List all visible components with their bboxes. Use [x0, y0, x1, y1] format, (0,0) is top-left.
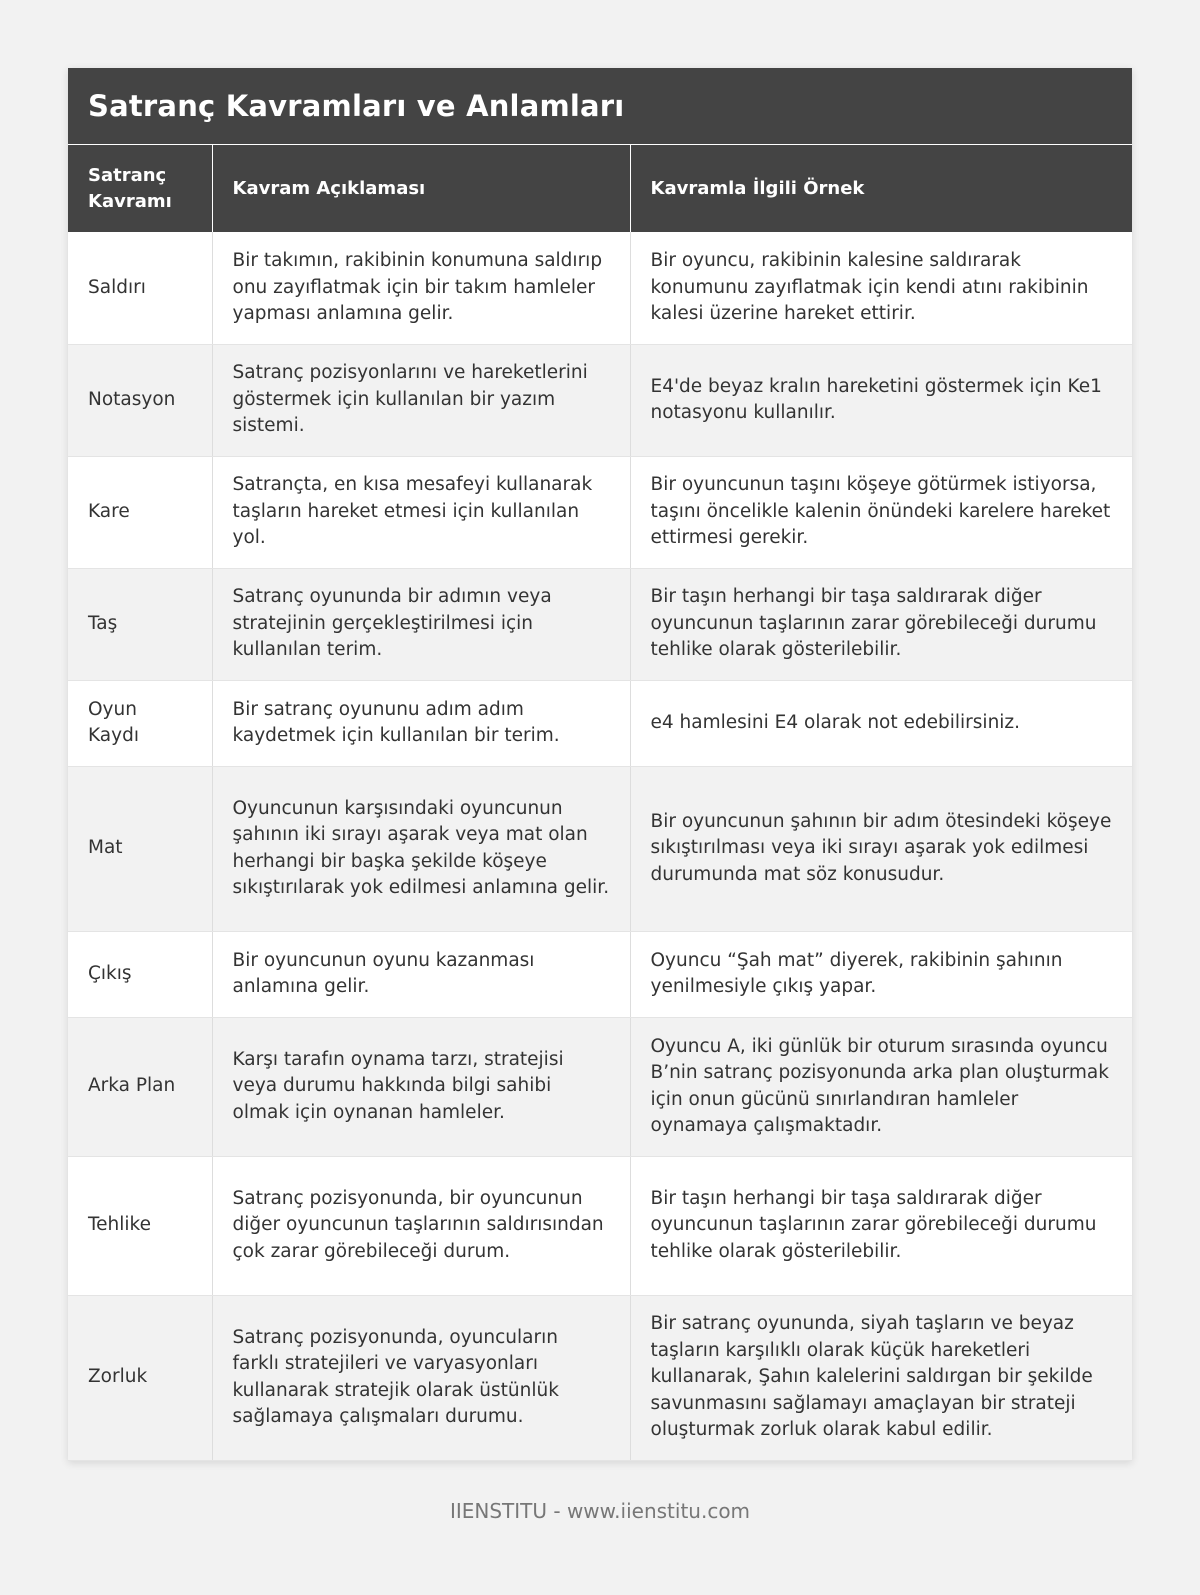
- concept-cell: Zorluk: [68, 1295, 212, 1460]
- concept-cell: Notasyon: [68, 344, 212, 456]
- example-cell: e4 hamlesini E4 olarak not edebilirsiniz.: [630, 680, 1132, 766]
- example-cell: Oyuncu A, iki günlük bir oturum sırasında oyuncu B’nin satranç pozisyonunda arka plan oluşturmak için onun gücünü sınırlandıran hamleler oynamaya çalışmaktadır.: [630, 1017, 1132, 1156]
- title-bar: [68, 68, 1132, 145]
- concept-cell: Oyun Kaydı: [68, 680, 212, 766]
- concept-cell: Taş: [68, 568, 212, 680]
- example-cell: Bir satranç oyununda, siyah taşların ve beyaz taşların karşılıklı olarak küçük hareketleri kullanarak, Şahın kalelerini saldırgan bir şekilde savunmasını sağlamayı amaçlayan bir strateji oluşturmak zorluk olarak kabul edilir.: [630, 1295, 1132, 1460]
- concepts-table: [68, 145, 1132, 1461]
- description-cell: Satranç pozisyonunda, bir oyuncunun diğer oyuncunun taşlarının saldırısından çok zarar görebileceği durum.: [212, 1156, 630, 1295]
- table-row: [68, 1156, 1132, 1295]
- description-cell: Satrançta, en kısa mesafeyi kullanarak taşların hareket etmesi için kullanılan yol.: [212, 456, 630, 568]
- header-example: Kavramla İlgili Örnek: [630, 145, 1132, 232]
- table-row: [68, 232, 1132, 344]
- header-row: [68, 145, 1132, 232]
- table-row: [68, 568, 1132, 680]
- example-cell: Oyuncu “Şah mat” diyerek, rakibinin şahının yenilmesiyle çıkış yapar.: [630, 931, 1132, 1017]
- example-cell: Bir taşın herhangi bir taşa saldırarak diğer oyuncunun taşlarının zarar görebileceği durumu tehlike olarak gösterilebilir.: [630, 1156, 1132, 1295]
- table-row: [68, 344, 1132, 456]
- table-row: [68, 680, 1132, 766]
- description-cell: Bir satranç oyununu adım adım kaydetmek için kullanılan bir terim.: [212, 680, 630, 766]
- table-row: [68, 1295, 1132, 1460]
- page-title: Satranç Kavramları ve Anlamları: [88, 89, 625, 123]
- description-cell: Oyuncunun karşısındaki oyuncunun şahının iki sırayı aşarak veya mat olan herhangi bir başka şekilde köşeye sıkıştırılarak yok edilmesi anlamına gelir.: [212, 766, 630, 931]
- description-cell: Satranç pozisyonlarını ve hareketlerini göstermek için kullanılan bir yazım sistemi.: [212, 344, 630, 456]
- description-cell: Bir takımın, rakibinin konumuna saldırıp onu zayıflatmak için bir takım hamleler yapması anlamına gelir.: [212, 232, 630, 344]
- footer-credit: IIENSTITU - www.iienstitu.com: [449, 1499, 751, 1523]
- example-cell: E4'de beyaz kralın hareketini göstermek için Ke1 notasyonu kullanılır.: [630, 344, 1132, 456]
- description-cell: Karşı tarafın oynama tarzı, stratejisi veya durumu hakkında bilgi sahibi olmak için oynanan hamleler.: [212, 1017, 630, 1156]
- example-cell: Bir taşın herhangi bir taşa saldırarak diğer oyuncunun taşlarının zarar görebileceği durumu tehlike olarak gösterilebilir.: [630, 568, 1132, 680]
- table-row: [68, 766, 1132, 931]
- table-row: [68, 1017, 1132, 1156]
- description-cell: Satranç pozisyonunda, oyuncuların farklı stratejileri ve varyasyonları kullanarak stratejik olarak üstünlük sağlamaya çalışmaları durumu.: [212, 1295, 630, 1460]
- concept-cell: Mat: [68, 766, 212, 931]
- concept-cell: Çıkış: [68, 931, 212, 1017]
- description-cell: Bir oyuncunun oyunu kazanması anlamına gelir.: [212, 931, 630, 1017]
- concept-cell: Arka Plan: [68, 1017, 212, 1156]
- example-cell: Bir oyuncunun şahının bir adım ötesindeki köşeye sıkıştırılması veya iki sırayı aşarak yok edilmesi durumunda mat söz konusudur.: [630, 766, 1132, 931]
- example-cell: Bir oyuncunun taşını köşeye götürmek istiyorsa, taşını öncelikle kalenin önündeki karelere hareket ettirmesi gerekir.: [630, 456, 1132, 568]
- table-card: [68, 68, 1132, 1461]
- header-concept: Satranç Kavramı: [68, 145, 212, 232]
- example-cell: Bir oyuncu, rakibinin kalesine saldırarak konumunu zayıflatmak için kendi atını rakibinin kalesi üzerine hareket ettirir.: [630, 232, 1132, 344]
- table-row: [68, 931, 1132, 1017]
- table-row: [68, 456, 1132, 568]
- concept-cell: Saldırı: [68, 232, 212, 344]
- concept-cell: Kare: [68, 456, 212, 568]
- description-cell: Satranç oyununda bir adımın veya stratejinin gerçekleştirilmesi için kullanılan terim.: [212, 568, 630, 680]
- concept-cell: Tehlike: [68, 1156, 212, 1295]
- header-description: Kavram Açıklaması: [212, 145, 630, 232]
